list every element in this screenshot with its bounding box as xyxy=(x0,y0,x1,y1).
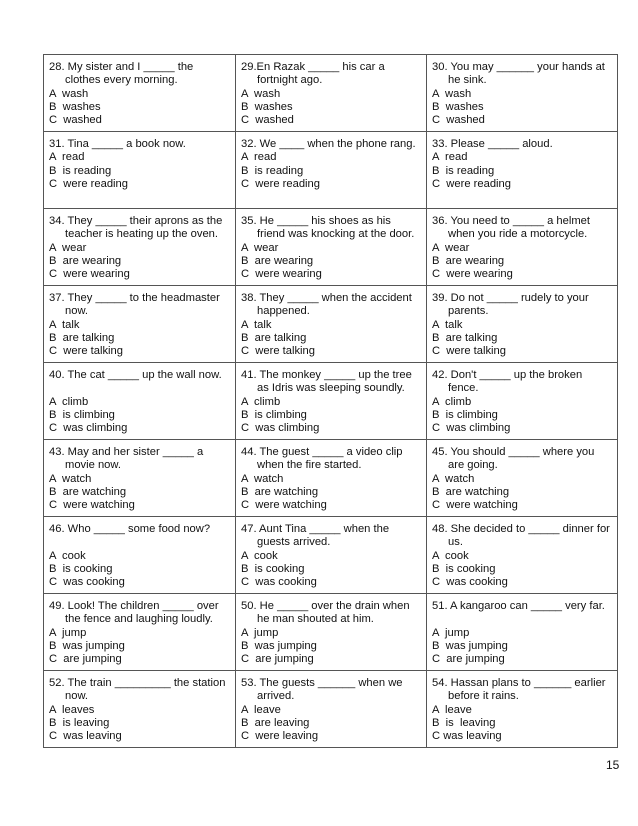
answer-option: C are jumping xyxy=(432,653,505,666)
question-text: 51. A kangaroo can _____ very far. xyxy=(432,600,605,612)
answer-option: B is leaving xyxy=(49,716,110,729)
question-cell xyxy=(44,286,236,363)
answer-option: B is cooking xyxy=(49,562,113,575)
question-cell xyxy=(427,517,618,594)
answer-option: A read xyxy=(241,151,277,164)
answer-option: A talk xyxy=(49,318,80,331)
answer-option: A climb xyxy=(432,395,472,408)
question-cell xyxy=(236,517,427,594)
question-text: 40. The cat _____ up the wall now. xyxy=(49,369,222,381)
question-cell xyxy=(427,440,618,517)
answer-option: B washes xyxy=(432,100,484,113)
question-text: 43. May and her sister _____ a movie now. xyxy=(49,446,204,472)
answer-option: B are watching xyxy=(432,485,510,498)
question-text: 48. She decided to _____ dinner for us. xyxy=(432,523,610,549)
answer-option: A read xyxy=(49,151,85,164)
question-text: 28. My sister and I _____ the clothes every morning. xyxy=(49,61,194,87)
answer-option: C was climbing xyxy=(49,422,128,435)
answer-option: A jump xyxy=(49,626,87,639)
answer-option: C washed xyxy=(49,114,102,127)
answer-option: C were talking xyxy=(432,345,506,358)
answer-option: C were leaving xyxy=(241,730,319,743)
answer-option: B is cooking xyxy=(432,562,496,575)
answer-option: C are jumping xyxy=(241,653,314,666)
answer-option: A watch xyxy=(432,472,475,485)
question-text: 35. He _____ his shoes as his friend was knocking at the door. xyxy=(241,215,415,241)
answer-option: B is reading xyxy=(432,164,495,177)
answer-option: B are talking xyxy=(49,331,115,344)
answer-option: A jump xyxy=(241,626,279,639)
answer-option: C were watching xyxy=(432,499,518,512)
answer-option: B are watching xyxy=(49,485,127,498)
answer-option: C was cooking xyxy=(432,576,508,589)
answer-option: C were talking xyxy=(241,345,315,358)
question-text: 37. They _____ to the headmaster now. xyxy=(49,292,220,318)
answer-option: A leave xyxy=(432,703,472,716)
question-text: 54. Hassan plans to ______ earlier before it rains. xyxy=(432,677,606,703)
spacer xyxy=(49,536,230,549)
answer-option: C washed xyxy=(241,114,294,127)
spacer xyxy=(49,382,230,395)
table-row xyxy=(44,363,618,440)
answer-option: A wear xyxy=(241,241,279,254)
question-cell xyxy=(44,440,236,517)
answer-option: A talk xyxy=(432,318,463,331)
answer-option: B are watching xyxy=(241,485,319,498)
question-text: 45. You should _____ where you are going. xyxy=(432,446,595,472)
answer-option: B is climbing xyxy=(432,408,498,421)
question-text: 53. The guests ______ when we arrived. xyxy=(241,677,403,703)
question-text: 36. You need to _____ a helmet when you ride a motorcycle. xyxy=(432,215,591,241)
answer-option: B are leaving xyxy=(241,716,310,729)
answer-option: A cook xyxy=(49,549,86,562)
question-table xyxy=(43,54,618,748)
answer-option: A cook xyxy=(241,549,278,562)
answer-option: A jump xyxy=(432,626,470,639)
question-text: 41. The monkey _____ up the tree as Idris was sleeping soundly. xyxy=(241,369,412,395)
answer-option: C was leaving xyxy=(432,730,502,743)
answer-option: A climb xyxy=(49,395,89,408)
question-cell xyxy=(236,286,427,363)
answer-option: C were watching xyxy=(49,499,135,512)
question-text: 44. The guest _____ a video clip when the fire started. xyxy=(241,446,403,472)
answer-option: B was jumping xyxy=(432,639,508,652)
question-cell xyxy=(427,286,618,363)
answer-option: C were reading xyxy=(241,177,320,190)
question-cell xyxy=(44,517,236,594)
answer-option: B are talking xyxy=(432,331,498,344)
answer-option: B is climbing xyxy=(49,408,115,421)
answer-option: C was climbing xyxy=(241,422,320,435)
answer-option: B washes xyxy=(49,100,101,113)
question-text: 34. They _____ their aprons as the teacher is heating up the oven. xyxy=(49,215,223,241)
table-row xyxy=(44,132,618,209)
question-text: 29.En Razak _____ his car a fortnight ago. xyxy=(241,61,385,87)
question-cell xyxy=(44,594,236,671)
answer-option: C washed xyxy=(432,114,485,127)
answer-option: C were wearing xyxy=(241,268,322,281)
answer-option: A cook xyxy=(432,549,469,562)
question-cell xyxy=(427,132,618,209)
answer-option: B is cooking xyxy=(241,562,305,575)
question-text: 32. We ____ when the phone rang. xyxy=(241,138,416,150)
question-cell xyxy=(236,363,427,440)
answer-option: B is reading xyxy=(241,164,304,177)
question-cell xyxy=(236,132,427,209)
table-row xyxy=(44,671,618,748)
answer-option: A leave xyxy=(241,703,281,716)
question-cell xyxy=(427,363,618,440)
question-cell xyxy=(427,55,618,132)
answer-option: C was leaving xyxy=(49,730,122,743)
question-text: 47. Aunt Tina _____ when the guests arrived. xyxy=(241,523,390,549)
answer-option: C were wearing xyxy=(49,268,130,281)
question-text: 30. You may ______ your hands at he sink. xyxy=(432,61,605,87)
answer-option: B was jumping xyxy=(241,639,317,652)
answer-option: A watch xyxy=(241,472,284,485)
question-cell xyxy=(236,671,427,748)
table-row xyxy=(44,55,618,132)
answer-option: A wear xyxy=(49,241,87,254)
spacer xyxy=(432,613,612,626)
question-text: 31. Tina _____ a book now. xyxy=(49,138,186,150)
question-cell xyxy=(236,209,427,286)
question-cell xyxy=(427,209,618,286)
answer-option: B is reading xyxy=(49,164,112,177)
answer-option: B is climbing xyxy=(241,408,307,421)
table-row xyxy=(44,594,618,671)
answer-option: A talk xyxy=(241,318,272,331)
question-cell xyxy=(44,132,236,209)
question-cell xyxy=(236,440,427,517)
table-row xyxy=(44,286,618,363)
question-cell xyxy=(44,55,236,132)
answer-option: C were talking xyxy=(49,345,123,358)
question-text: 50. He _____ over the drain when he man shouted at him. xyxy=(241,600,410,626)
answer-option: B washes xyxy=(241,100,293,113)
question-cell xyxy=(44,363,236,440)
question-cell xyxy=(427,671,618,748)
answer-option: B was jumping xyxy=(49,639,125,652)
answer-option: C were watching xyxy=(241,499,327,512)
answer-option: B are wearing xyxy=(241,254,314,267)
answer-option: B is leaving xyxy=(432,716,496,729)
page-number: 15 xyxy=(606,758,620,772)
question-cell xyxy=(44,671,236,748)
question-text: 46. Who _____ some food now? xyxy=(49,523,211,535)
answer-option: C were reading xyxy=(432,177,511,190)
question-text: 49. Look! The children _____ over the fence and laughing loudly. xyxy=(49,600,219,626)
question-cell xyxy=(427,594,618,671)
answer-option: B are talking xyxy=(241,331,307,344)
answer-option: A leaves xyxy=(49,703,95,716)
answer-option: B are wearing xyxy=(49,254,122,267)
answer-option: C was cooking xyxy=(241,576,317,589)
answer-option: A climb xyxy=(241,395,281,408)
question-text: 39. Do not _____ rudely to your parents. xyxy=(432,292,589,318)
table-row xyxy=(44,440,618,517)
question-text: 42. Don't _____ up the broken fence. xyxy=(432,369,583,395)
answer-option: A wash xyxy=(241,87,281,100)
answer-option: A wash xyxy=(49,87,89,100)
table-row xyxy=(44,209,618,286)
question-text: 38. They _____ when the accident happened. xyxy=(241,292,412,318)
answer-option: C were wearing xyxy=(432,268,513,281)
answer-option: B are wearing xyxy=(432,254,505,267)
question-cell xyxy=(44,209,236,286)
answer-option: C was cooking xyxy=(49,576,125,589)
question-cell xyxy=(236,594,427,671)
answer-option: C was climbing xyxy=(432,422,511,435)
answer-option: C were reading xyxy=(49,177,128,190)
answer-option: A wash xyxy=(432,87,472,100)
question-text: 52. The train _________ the station now. xyxy=(49,677,226,703)
table-row xyxy=(44,517,618,594)
answer-option: A watch xyxy=(49,472,92,485)
answer-option: A wear xyxy=(432,241,470,254)
answer-option: A read xyxy=(432,151,468,164)
question-cell xyxy=(236,55,427,132)
question-text: 33. Please _____ aloud. xyxy=(432,138,553,150)
answer-option: C are jumping xyxy=(49,653,122,666)
